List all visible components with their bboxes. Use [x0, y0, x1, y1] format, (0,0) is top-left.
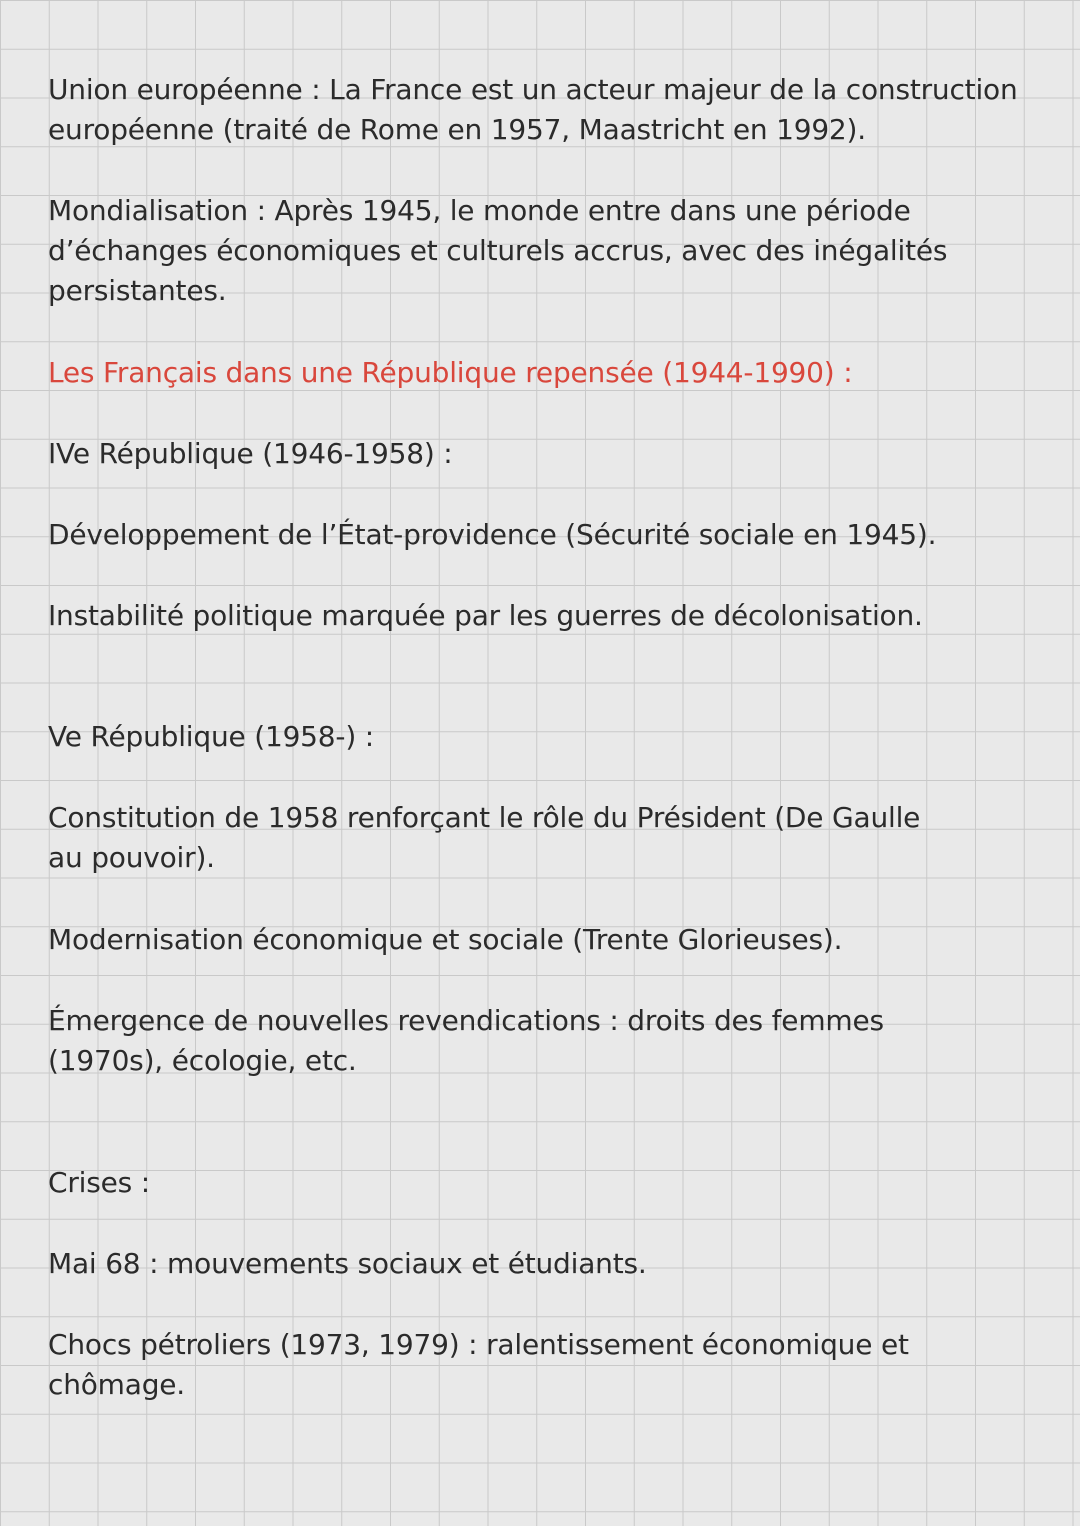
section-title: Les Français dans une République repensée (1944-1990) :	[48, 356, 853, 389]
fifth-republic-title: Ve République (1958-) :	[48, 720, 374, 753]
fifth-republic-item-modernisation: Modernisation économique et sociale (Trente Glorieuses).	[48, 923, 843, 956]
crises-item-may68: Mai 68 : mouvements sociaux et étudiants.	[48, 1247, 647, 1280]
fifth-republic-item-constitution: Constitution de 1958 renforçant le rôle du Président (De Gaulle au pouvoir).	[48, 801, 929, 874]
fifth-republic-item-claims: Émergence de nouvelles revendications : droits des femmes (1970s), écologie, etc.	[48, 1004, 893, 1077]
globalization-paragraph: Mondialisation : Après 1945, le monde entre dans une période d’échanges économiques et culturels accrus, avec des inégalités persistantes.	[48, 194, 956, 307]
crises-title: Crises :	[48, 1166, 150, 1199]
fourth-republic-item-welfare: Développement de l’État-providence (Sécurité sociale en 1945).	[48, 518, 937, 551]
fourth-republic-item-instability: Instabilité politique marquée par les guerres de décolonisation.	[48, 599, 923, 632]
crises-item-oil-shocks: Chocs pétroliers (1973, 1979) : ralentissement économique et chômage.	[48, 1328, 918, 1401]
fourth-republic-title: IVe République (1946-1958) :	[48, 437, 453, 470]
eu-paragraph: Union européenne : La France est un acteur majeur de la construction européenne (traité de Rome en 1957, Maastricht en 1992).	[48, 73, 1027, 146]
